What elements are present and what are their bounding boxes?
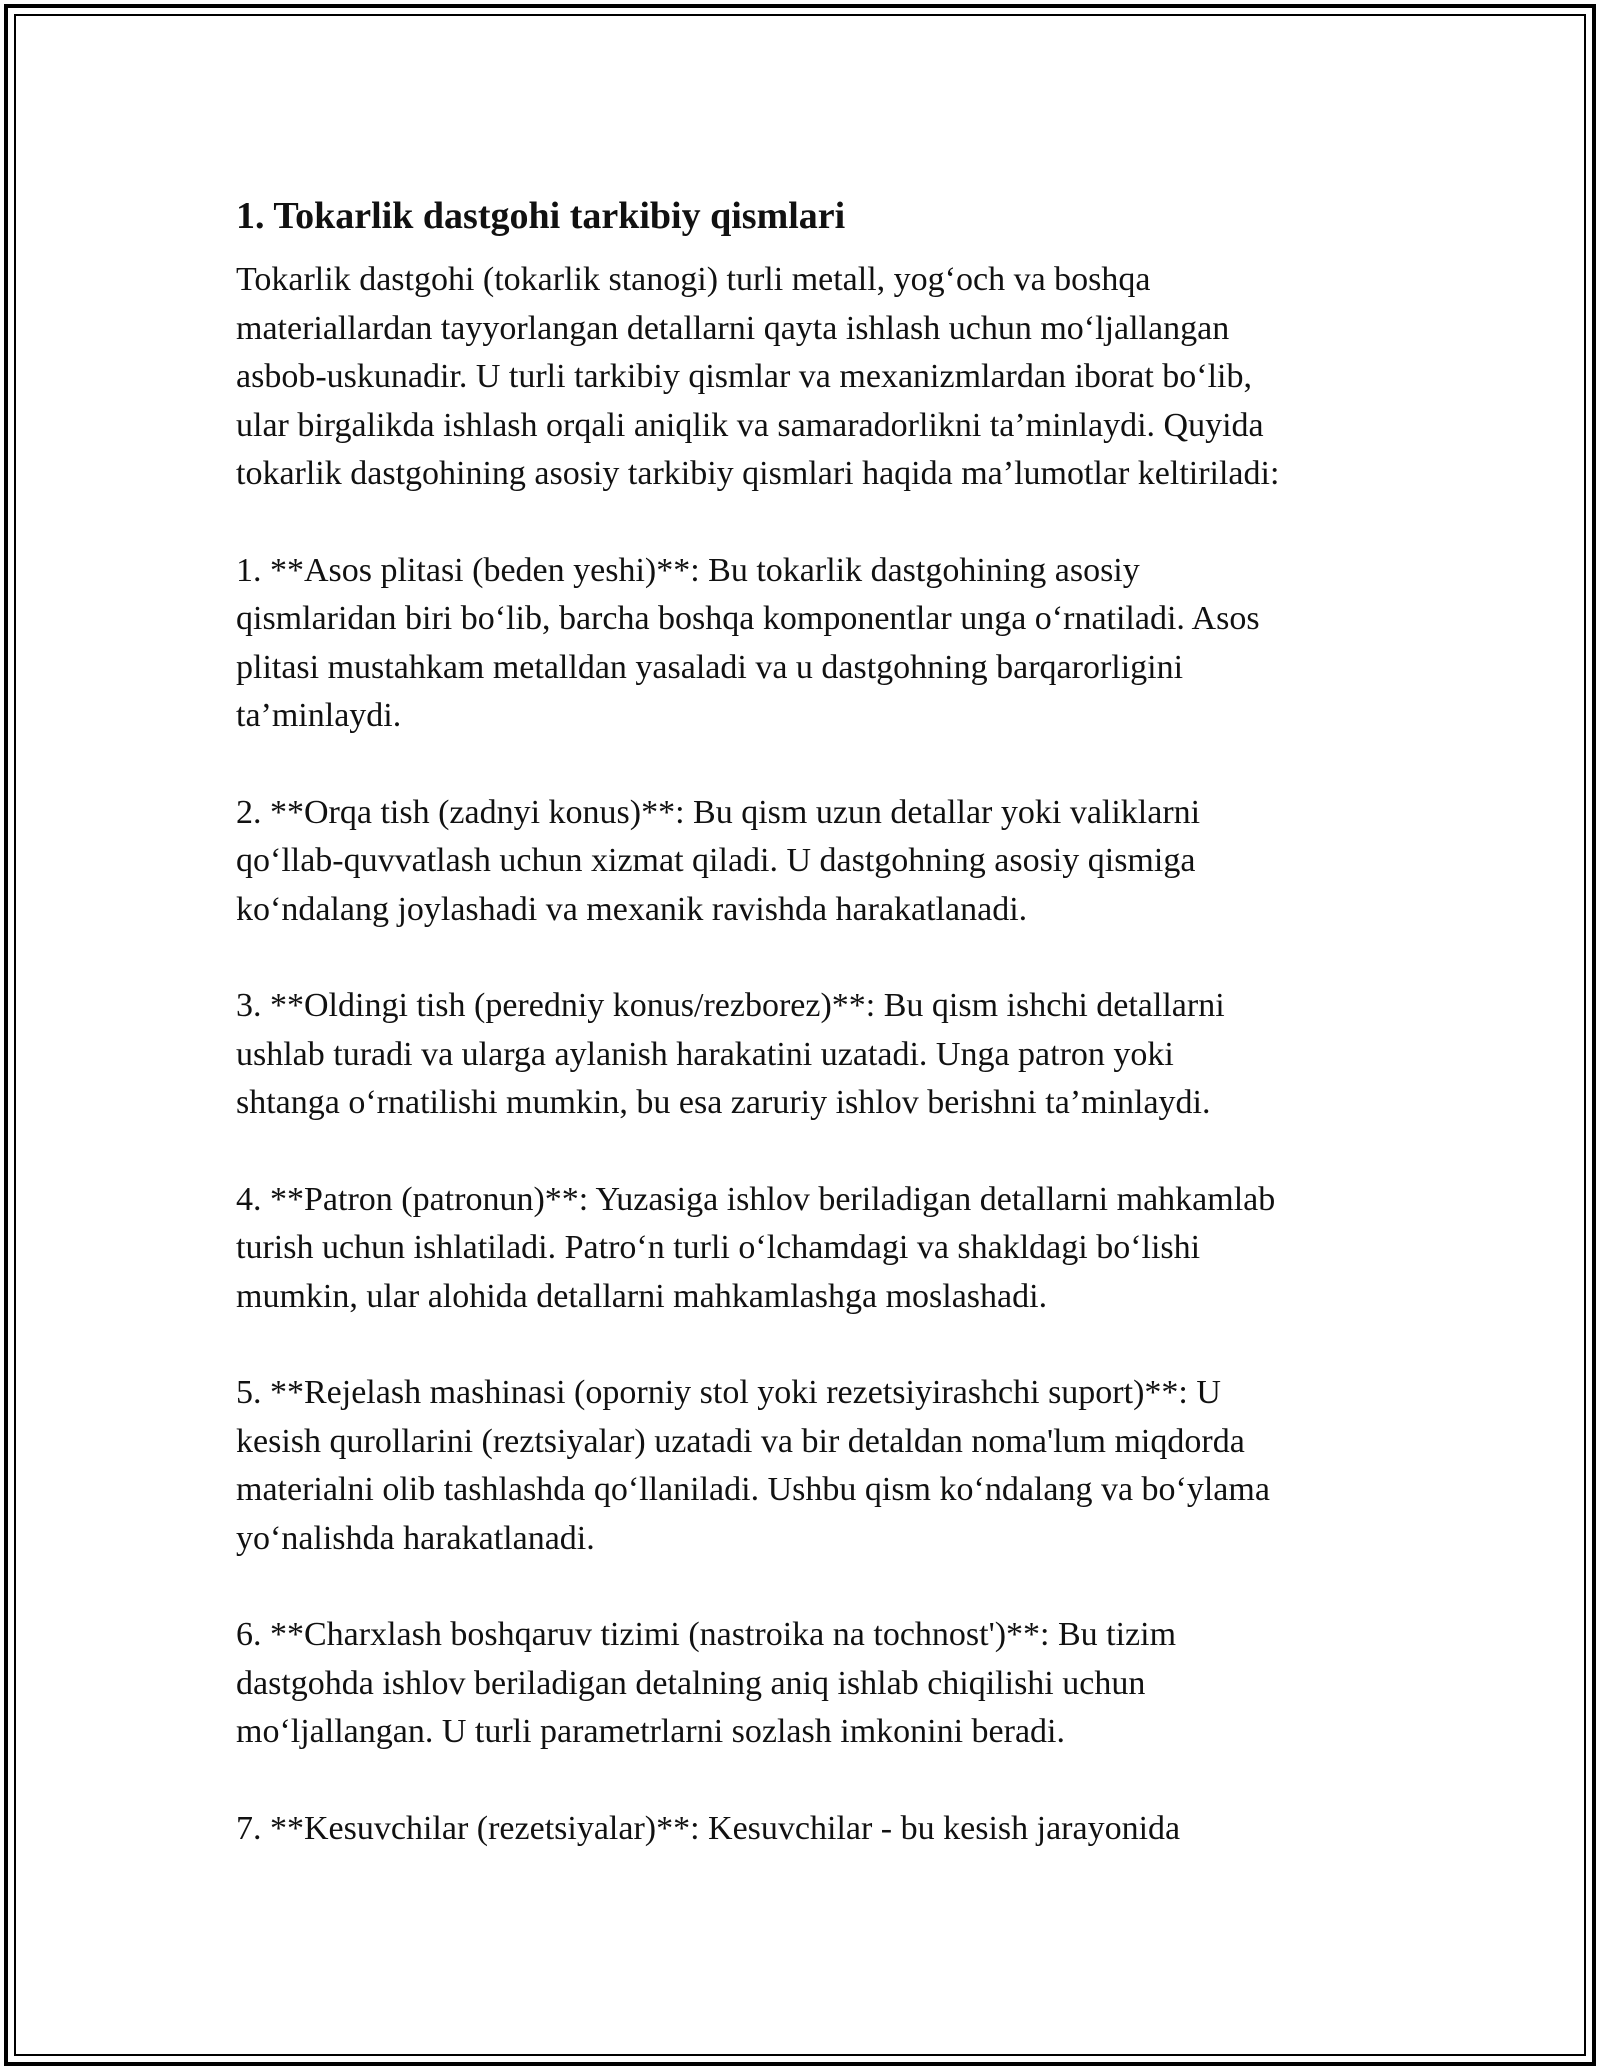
text-line: kesish qurollarini (reztsiyalar) uzatadi va bir detaldan noma'lum miqdorda: [236, 1422, 1245, 1460]
text-line: dastgohda ishlov beriladigan detalning aniq ishlab chiqilishi uchun: [236, 1664, 1146, 1702]
document-title: 1. Tokarlik dastgohi tarkibiy qismlari: [236, 195, 846, 237]
text-line: mo‘ljallangan. U turli parametrlarni sozlash imkonini beradi.: [236, 1713, 1065, 1750]
text-line: ular birgalikda ishlash orqali aniqlik va samaradorlikni ta’minlaydi. Quyida: [236, 406, 1264, 444]
list-item-4: [236, 1176, 1386, 1322]
list-item-5: [236, 1369, 1386, 1563]
text-line: shtanga o‘rnatilishi mumkin, bu esa zaruriy ishlov berishni ta’minlaydi.: [236, 1084, 1211, 1121]
list-item-7: [236, 1805, 1386, 1854]
text-line: plitasi mustahkam metalldan yasaladi va u dastgohning barqarorligini: [236, 648, 1184, 686]
text-line: qismlaridan biri bo‘lib, barcha boshqa komponentlar unga o‘rnatiladi. Asos: [236, 600, 1260, 637]
text-line: qo‘llab-quvvatlash uchun xizmat qiladi. U dastgohning asosiy qismiga: [236, 842, 1196, 879]
text-line: materiallardan tayyorlangan detallarni qayta ishlash uchun mo‘ljallangan: [236, 309, 1230, 347]
list-item-3: [236, 982, 1386, 1128]
list-item-6: [236, 1611, 1386, 1757]
text-line: ushlab turadi va ularga aylanish harakatini uzatadi. Unga patron yoki: [236, 1035, 1174, 1073]
text-line: ta’minlaydi.: [236, 697, 402, 734]
text-line: Tokarlik dastgohi (tokarlik stanogi) turli metall, yog‘och va boshqa: [236, 261, 1151, 298]
list-item-2: [236, 789, 1386, 935]
text-line: 5. **Rejelash mashinasi (oporniy stol yoki rezetsiyirashchi suport)**: U: [236, 1374, 1221, 1411]
text-line: 7. **Kesuvchilar (rezetsiyalar)**: Kesuvchilar - bu kesish jarayonida: [236, 1809, 1181, 1847]
list-item-1: [236, 547, 1386, 741]
document-body: [236, 184, 1386, 1901]
text-line: 4. **Patron (patronun)**: Yuzasiga ishlov beriladigan detallarni mahkamlab: [236, 1180, 1276, 1218]
text-line: 6. **Charxlash boshqaruv tizimi (nastroika na tochnost')**: Bu tizim: [236, 1616, 1177, 1653]
text-line: 3. **Oldingi tish (peredniy konus/rezborez)**: Bu qism ishchi detallarni: [236, 987, 1225, 1024]
text-line: yo‘nalishda harakatlanadi.: [236, 1519, 595, 1557]
text-line: 1. **Asos plitasi (beden yeshi)**: Bu tokarlik dastgohining asosiy: [236, 551, 1140, 589]
text-line: materialni olib tashlashda qo‘llaniladi. Ushbu qism ko‘ndalang va bo‘ylama: [236, 1471, 1270, 1508]
text-line: 2. **Orqa tish (zadnyi konus)**: Bu qism uzun detallar yoki valiklarni: [236, 793, 1201, 831]
text-line: ko‘ndalang joylashadi va mexanik ravishda harakatlanadi.: [236, 890, 1028, 928]
intro-paragraph: [236, 256, 1386, 499]
text-line: asbob-uskunadir. U turli tarkibiy qismlar va mexanizmlardan iborat bo‘lib,: [236, 358, 1252, 395]
text-line: mumkin, ular alohida detallarni mahkamlashga moslashadi.: [236, 1277, 1048, 1315]
text-line: tokarlik dastgohining asosiy tarkibiy qismlari haqida ma’lumotlar keltiriladi:: [236, 455, 1280, 492]
text-line: turish uchun ishlatiladi. Patro‘n turli o‘lchamdagi va shakldagi bo‘lishi: [236, 1229, 1201, 1266]
